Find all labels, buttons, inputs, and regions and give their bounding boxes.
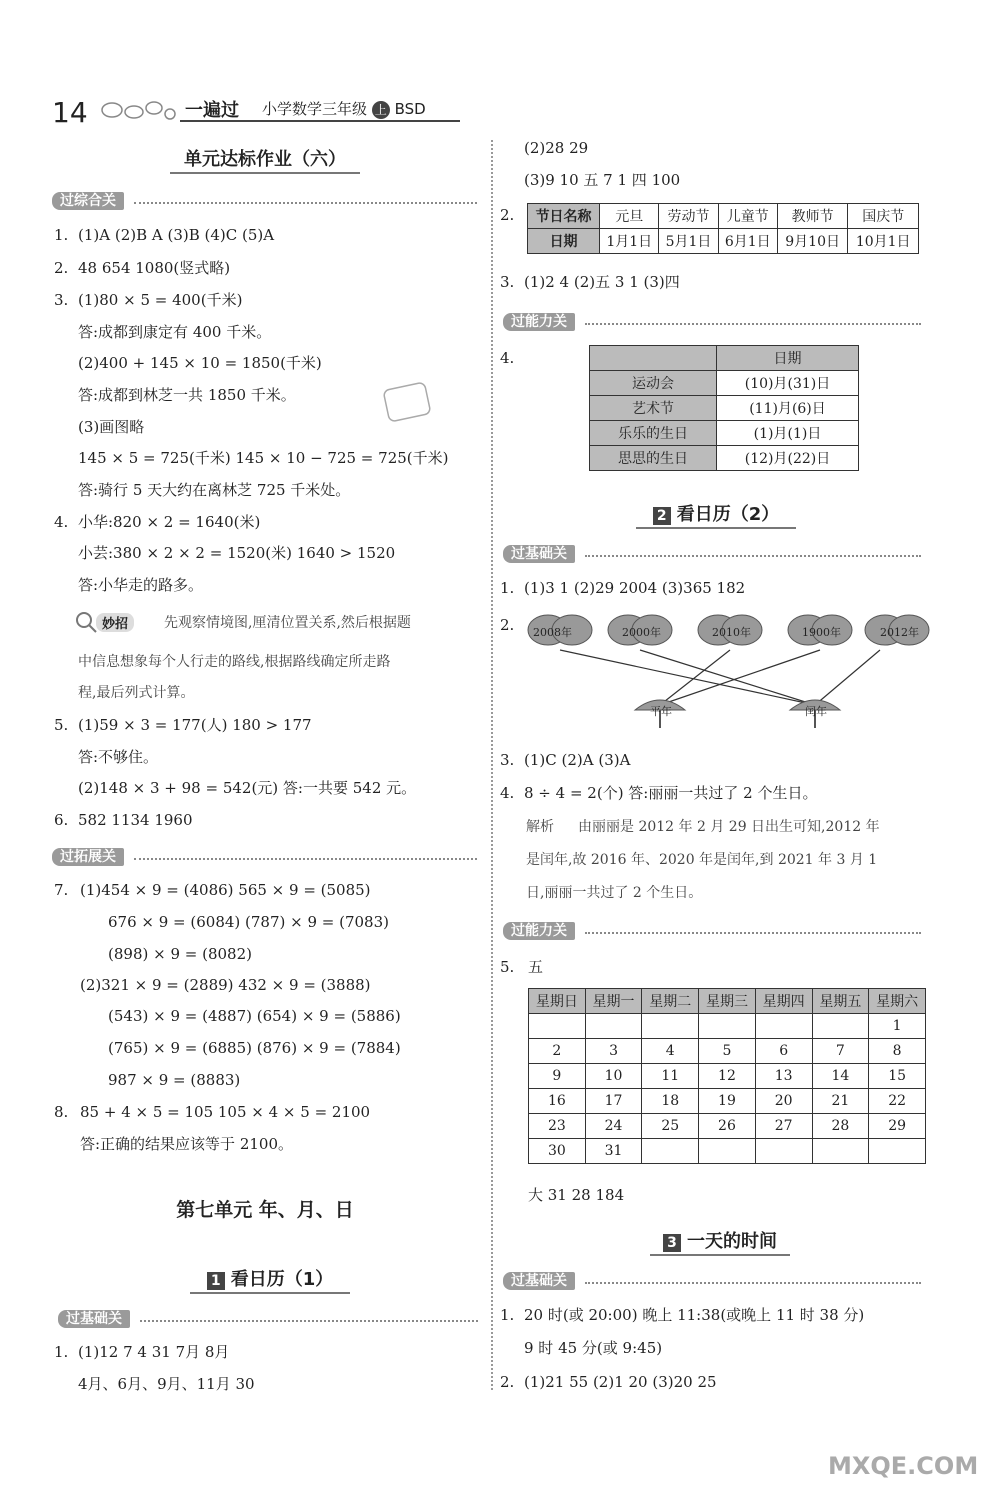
calendar-week-row: 23 24 25 26 27 28 29: [529, 1114, 926, 1139]
q8-num: 8.: [54, 1103, 69, 1121]
q5-line1: (1)59 × 3 = 177(人) 180 > 177: [78, 716, 312, 734]
q5-line3: (2)148 × 3 + 98 = 542(元) 答:一共要 542 元。: [78, 779, 417, 797]
q5-line2: 答:不够住。: [78, 748, 159, 766]
calendar-week-row: 30 31: [529, 1139, 926, 1164]
header-rule: [180, 120, 460, 122]
q3-line1: (1)80 × 5 = 400(千米): [78, 291, 243, 309]
column-divider: [491, 140, 493, 1390]
butterfly-label: 2012年: [880, 626, 919, 639]
calendar-week-row: 1: [529, 1014, 926, 1039]
left-title: 单元达标作业（六）: [184, 149, 346, 170]
r2-q4-num: 4.: [500, 784, 515, 802]
section-basic-3: 过基础关: [503, 1272, 921, 1290]
unit-title: 第七单元 年、月、日: [176, 1199, 354, 1221]
q6-answer: 582 1134 1960: [78, 811, 193, 829]
r-q2-num: 2.: [500, 206, 515, 224]
q7-num: 7.: [54, 881, 69, 899]
match-line: [660, 650, 820, 705]
common-year-label: 平年: [650, 705, 672, 718]
r-q1-part2: (2)28 29: [524, 139, 589, 157]
r2-q1-answer: (1)3 1 (2)29 2004 (3)365 182: [524, 579, 746, 597]
r2-q2-num: 2.: [500, 616, 515, 634]
match-line: [815, 650, 880, 705]
r-q3-num: 3.: [500, 273, 515, 291]
lesson3-title: 3 一天的时间: [650, 1227, 790, 1253]
header-decoration-icon: [92, 92, 182, 126]
l1-q1-line1: (1)12 7 4 31 7月 8月: [78, 1343, 230, 1361]
lesson2-title: 2 看日历（2）: [636, 500, 796, 526]
q4-line3: 答:小华走的路多。: [78, 576, 204, 594]
q1-answer: (1)A (2)B A (3)B (4)C (5)A: [78, 226, 275, 244]
lesson2-rule: [636, 527, 796, 529]
q3-line6: 145 × 5 = 725(千米) 145 × 10 − 725 = 725(千米): [78, 449, 449, 467]
q3-line3: (2)400 + 145 × 10 = 1850(千米): [78, 354, 322, 372]
q3-line5: (3)画图略: [78, 418, 145, 436]
calendar-week-row: 2 3 4 5 6 7 8: [529, 1039, 926, 1064]
q3-line7: 答:骑行 5 天大约在离林芝 725 千米处。: [78, 481, 351, 499]
tip-line1: 先观察情境图,厘清位置关系,然后根据题: [164, 615, 411, 631]
q3-line4: 答:成都到林芝一共 1850 千米。: [78, 386, 296, 404]
tip-line3: 程,最后列式计算。: [78, 685, 195, 701]
event-row: 日期: [590, 346, 859, 371]
section-extension: 过拓展关: [52, 848, 477, 866]
l1-q1-line2: 4月、6月、9月、11月 30: [78, 1375, 255, 1393]
calendar-header-row: 星期日 星期一 星期二 星期三 星期四 星期五 星期六: [529, 989, 926, 1014]
q7-line5: (543) × 9 = (4887) (654) × 9 = (5886): [108, 1007, 401, 1025]
r2-q1-num: 1.: [500, 579, 515, 597]
tip-label: 妙招: [96, 613, 134, 632]
q8-line1: 85 + 4 × 5 = 105 105 × 4 × 5 = 2100: [80, 1103, 371, 1121]
match-line: [640, 650, 815, 705]
butterfly-label: 1900年: [802, 626, 841, 639]
match-line: [560, 650, 815, 705]
calendar-table: [528, 988, 926, 1164]
event-row: 艺术节 (11)月(6)日: [590, 396, 859, 421]
r2-q3-answer: (1)C (2)A (3)A: [524, 751, 631, 769]
q1-num: 1.: [54, 226, 69, 244]
q2-num: 2.: [54, 259, 69, 277]
grade-mark: 上: [372, 101, 390, 119]
magnifier-icon: [74, 610, 98, 634]
section-basic-2: 过基础关: [503, 545, 921, 563]
r2-q5-answer2: 大 31 28 184: [528, 1186, 625, 1204]
section-ability-2: 过能力关: [503, 922, 921, 940]
lesson3-rule: [650, 1254, 790, 1256]
r2-q5-answer: 五: [528, 958, 544, 976]
r2-q4-answer: 8 ÷ 4 = 2(个) 答:丽丽一共过了 2 个生日。: [524, 784, 818, 802]
analysis-line1: 由丽丽是 2012 年 2 月 29 日出生可知,2012 年: [578, 819, 880, 835]
event-table: [589, 345, 859, 471]
q4-num: 4.: [54, 513, 69, 531]
q7-line7: 987 × 9 = (8883): [108, 1071, 241, 1089]
match-line: [660, 650, 730, 705]
lesson1-title: 1 看日历（1）: [190, 1265, 350, 1291]
brand-logo: 一遍过: [185, 100, 239, 121]
section-comprehensive: 过综合关: [52, 192, 477, 210]
q7-line4: (2)321 × 9 = (2889) 432 × 9 = (3888): [80, 976, 371, 994]
q3-num: 3.: [54, 291, 69, 309]
watermark: MXQE.COM: [828, 1452, 979, 1480]
r3-q2-num: 2.: [500, 1373, 515, 1391]
r3-q1-num: 1.: [500, 1306, 515, 1324]
q7-line2: 676 × 9 = (6084) (787) × 9 = (7083): [108, 913, 389, 931]
leap-year-label: 闰年: [805, 705, 827, 718]
calendar-week-row: 9 10 11 12 13 14 15: [529, 1064, 926, 1089]
r3-q1-line2: 9 时 45 分(或 9:45): [524, 1339, 663, 1357]
page-number: 14: [52, 96, 88, 129]
r-q4-num: 4.: [500, 349, 515, 367]
holiday-header-row: 节日名称 元旦 劳动节 儿童节 教师节 国庆节: [528, 204, 919, 229]
analysis-line3: 日,丽丽一共过了 2 个生日。: [526, 885, 703, 901]
r3-q2-answer: (1)21 55 (2)1 20 (3)20 25: [524, 1373, 717, 1391]
q4-line2: 小芸:380 × 2 × 2 = 1520(米) 1640 > 1520: [78, 544, 396, 562]
event-row: 运动会 (10)月(31)日: [590, 371, 859, 396]
q4-line1: 小华:820 × 2 = 1640(米): [78, 513, 261, 531]
r-q1-part3: (3)9 10 五 7 1 四 100: [524, 171, 681, 189]
stamp-icon: [382, 382, 432, 422]
calendar-week-row: 16 17 18 19 20 21 22: [529, 1089, 926, 1114]
butterfly-label: 2010年: [712, 626, 751, 639]
holiday-date-row: 日期 1月1日 5月1日 6月1日 9月10日 10月1日: [528, 229, 919, 254]
event-row: 思思的生日 (12)月(22)日: [590, 446, 859, 471]
butterfly-label: 2000年: [622, 626, 661, 639]
l1-q1-num: 1.: [54, 1343, 69, 1361]
r2-q3-num: 3.: [500, 751, 515, 769]
event-row: 乐乐的生日 (1)月(1)日: [590, 421, 859, 446]
section-ability-1: 过能力关: [503, 313, 921, 331]
r-q3-answer: (1)2 4 (2)五 3 1 (3)四: [524, 273, 680, 291]
title-rule: [170, 172, 360, 174]
holiday-table: [527, 203, 919, 254]
r3-q1-line1: 20 时(或 20:00) 晚上 11:38(或晚上 11 时 38 分): [524, 1306, 865, 1324]
book-title: 小学数学三年级 上 BSD: [262, 100, 426, 118]
section-basic-1: 过基础关: [58, 1310, 478, 1328]
q6-num: 6.: [54, 811, 69, 829]
q7-line3: (898) × 9 = (8082): [108, 945, 252, 963]
butterfly-label: 2008年: [533, 626, 572, 639]
q3-line2: 答:成都到康定有 400 千米。: [78, 323, 272, 341]
q5-num: 5.: [54, 716, 69, 734]
analysis-label: 解析: [526, 819, 554, 835]
q2-answer: 48 654 1080(竖式略): [78, 259, 231, 277]
analysis-line2: 是闰年,故 2016 年、2020 年是闰年,到 2021 年 3 月 1: [526, 852, 878, 868]
r2-q5-num: 5.: [500, 958, 515, 976]
lesson1-rule: [190, 1292, 350, 1294]
q7-line1: (1)454 × 9 = (4086) 565 × 9 = (5085): [80, 881, 371, 899]
q8-line2: 答:正确的结果应该等于 2100。: [80, 1135, 293, 1153]
tip-line2: 中信息想象每个人行走的路线,根据路线确定所走路: [78, 654, 391, 670]
q7-line6: (765) × 9 = (6885) (876) × 9 = (7884): [108, 1039, 401, 1057]
